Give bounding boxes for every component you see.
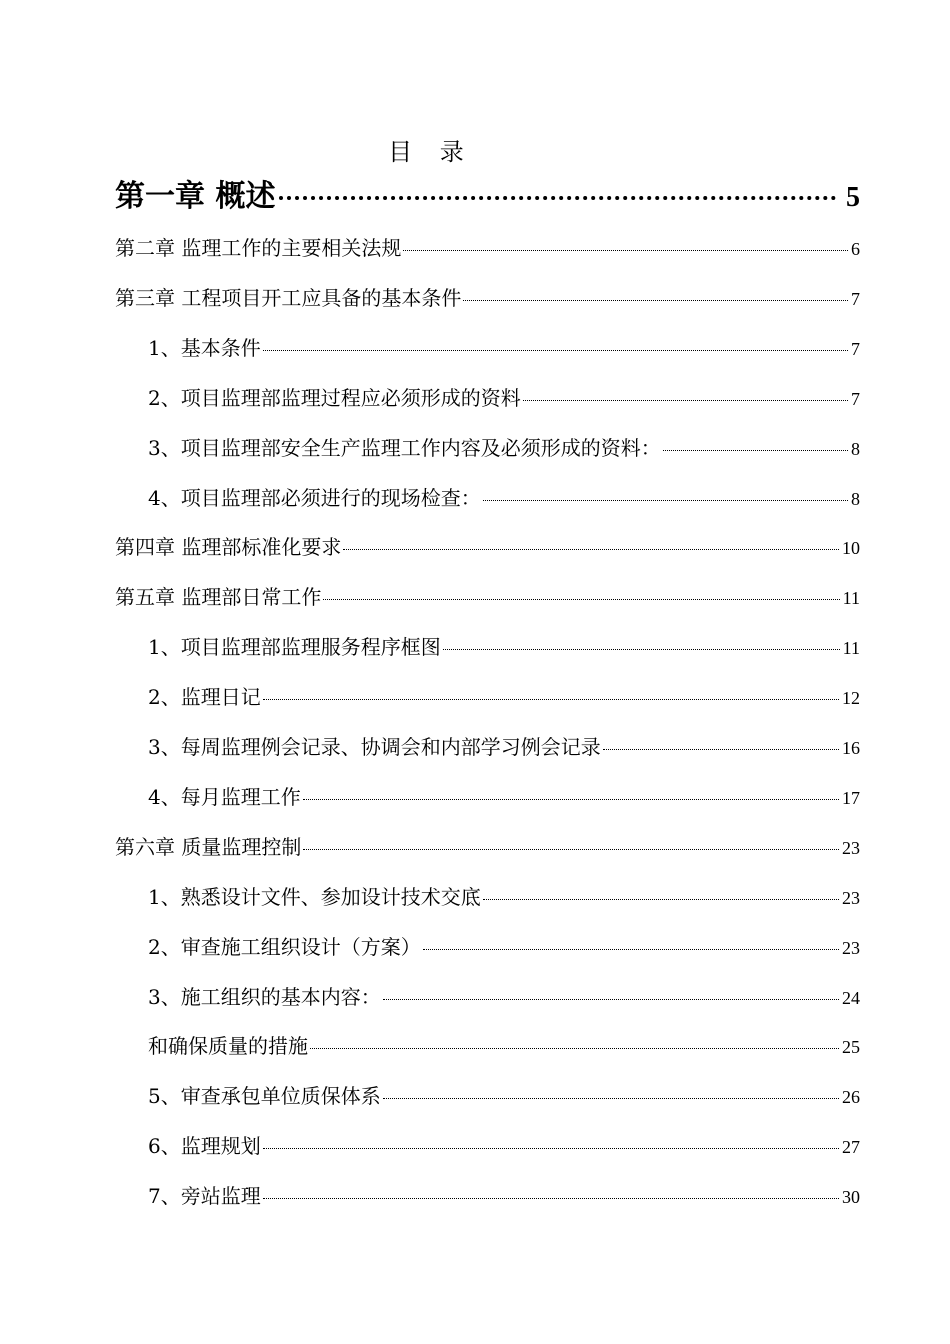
toc-entry-section[interactable] <box>148 983 860 1012</box>
toc-entry-text: 第二章 监理工作的主要相关法规 <box>115 236 402 260</box>
toc-entry-text: 5、审查承包单位质保体系 <box>148 1084 381 1108</box>
dot-leader <box>423 949 839 950</box>
toc-entry-section[interactable] <box>148 683 860 712</box>
toc-entry-section[interactable] <box>148 334 860 363</box>
dot-leader <box>343 549 839 550</box>
toc-entry-page: 23 <box>842 938 860 958</box>
toc-entry-page: 7 <box>851 289 860 309</box>
toc-entry-page: 24 <box>842 988 860 1008</box>
toc-entry-page: 23 <box>842 888 860 908</box>
dot-leader <box>303 799 839 800</box>
toc-entry-text: 第三章 工程项目开工应具备的基本条件 <box>115 286 462 310</box>
toc-entry-page: 11 <box>842 588 860 608</box>
toc-entry-text: 第一章 概述 <box>115 179 276 214</box>
dot-leader <box>443 649 840 650</box>
toc-entry-text: 6、监理规划 <box>148 1134 261 1158</box>
toc-entry-text: 第六章 质量监理控制 <box>115 835 302 859</box>
dot-leader <box>323 599 839 600</box>
toc-entry-text: 7、旁站监理 <box>148 1184 261 1208</box>
toc-entry-page: 12 <box>842 688 860 708</box>
toc-entry-page: 8 <box>851 439 860 459</box>
toc-entry-text: 第四章 监理部标准化要求 <box>115 535 342 559</box>
dot-leader <box>310 1048 839 1049</box>
toc-entry-text: 3、每周监理例会记录、协调会和内部学习例会记录 <box>148 735 601 759</box>
toc-entry-page: 6 <box>851 239 860 259</box>
toc-entry-page: 17 <box>842 788 860 808</box>
toc-entry-text: 3、项目监理部安全生产监理工作内容及必须形成的资料： <box>148 436 661 460</box>
toc-entry-section[interactable] <box>148 1182 860 1211</box>
toc-entry-text: 2、审查施工组织设计（方案） <box>148 935 421 959</box>
dot-leader <box>263 350 848 351</box>
toc-entry-chapter-2[interactable] <box>115 234 860 263</box>
toc-entry-section[interactable] <box>148 933 860 962</box>
toc-entry-text: 第五章 监理部日常工作 <box>115 585 322 609</box>
toc-entry-text: 2、项目监理部监理过程应必须形成的资料 <box>148 386 521 410</box>
toc-entry-section[interactable] <box>148 1032 860 1061</box>
toc-entry-page: 25 <box>842 1037 860 1057</box>
dot-leader <box>523 400 848 401</box>
toc-entry-page: 10 <box>842 538 860 558</box>
dot-leader <box>263 699 839 700</box>
toc-entry-text: 1、项目监理部监理服务程序框图 <box>148 635 441 659</box>
toc-entry-section[interactable] <box>148 384 860 413</box>
dot-leader <box>383 1098 839 1099</box>
dot-leader <box>403 250 848 251</box>
toc-entry-page: 7 <box>851 339 860 359</box>
dot-leader <box>263 1148 839 1149</box>
toc-entry-section[interactable] <box>148 883 860 912</box>
toc-entry-section[interactable] <box>148 733 860 762</box>
toc-entry-text: 1、熟悉设计文件、参加设计技术交底 <box>148 885 481 909</box>
dot-leader <box>483 899 839 900</box>
dot-leader <box>383 999 839 1000</box>
toc-entry-section[interactable] <box>148 434 860 463</box>
toc-entry-page: 26 <box>842 1087 860 1107</box>
toc-entry-page: 16 <box>842 738 860 758</box>
toc-entry-text: 1、基本条件 <box>148 336 261 360</box>
toc-entry-section[interactable] <box>148 633 860 662</box>
dot-leader <box>603 749 839 750</box>
toc-entry-section[interactable] <box>148 1082 860 1111</box>
toc-entry-page: 30 <box>842 1187 860 1207</box>
dot-leader <box>263 1198 839 1199</box>
toc-entry-section[interactable] <box>148 1132 860 1161</box>
toc-entry-chapter-4[interactable] <box>115 533 860 562</box>
dot-leader <box>303 849 839 850</box>
toc-entry-page: 5 <box>846 182 860 213</box>
toc-entry-page: 11 <box>842 638 860 658</box>
toc-entry-text: 4、每月监理工作 <box>148 785 301 809</box>
toc-entry-page: 27 <box>842 1137 860 1157</box>
dot-leader <box>463 300 848 301</box>
toc-entry-page: 8 <box>851 489 860 509</box>
toc-title: 目 录 <box>388 138 474 166</box>
toc-entry-text: 3、施工组织的基本内容： <box>148 985 381 1009</box>
toc-entry-section[interactable] <box>148 783 860 812</box>
toc-entry-text: 4、项目监理部必须进行的现场检查： <box>148 486 481 510</box>
dot-leader <box>279 196 836 200</box>
toc-entry-page: 23 <box>842 838 860 858</box>
toc-entry-chapter-6[interactable] <box>115 833 860 862</box>
dot-leader <box>483 500 848 501</box>
toc-entry-text: 2、监理日记 <box>148 685 261 709</box>
toc-entry-chapter-5[interactable] <box>115 583 860 612</box>
toc-entry-page: 7 <box>851 389 860 409</box>
dot-leader <box>663 450 848 451</box>
toc-entry-chapter-1[interactable] <box>115 177 860 218</box>
toc-entry-text: 和确保质量的措施 <box>148 1034 308 1058</box>
toc-entry-section[interactable] <box>148 484 860 513</box>
toc-entry-chapter-3[interactable] <box>115 284 860 313</box>
